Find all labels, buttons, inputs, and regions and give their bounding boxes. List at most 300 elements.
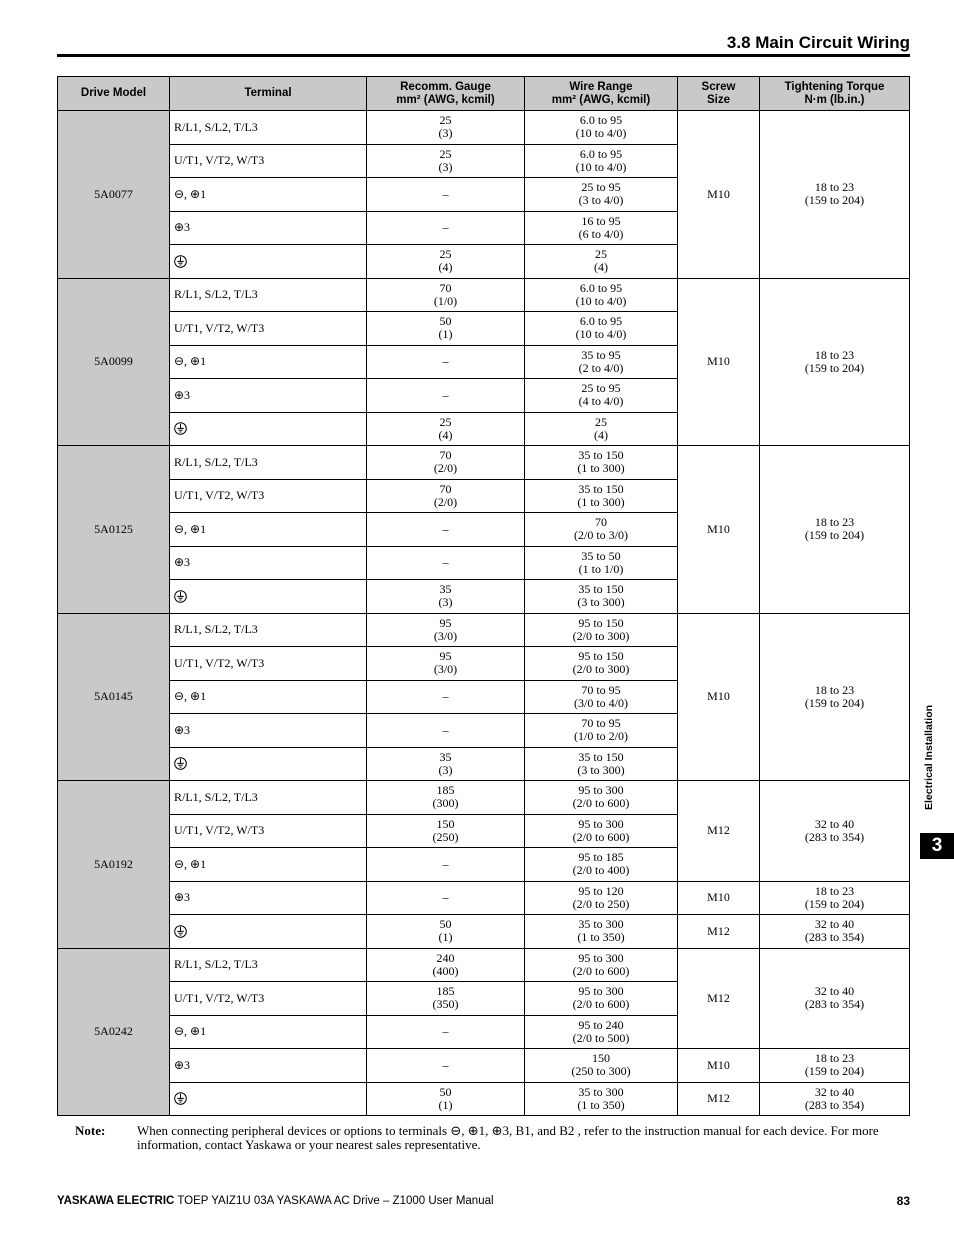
terminal-cell	[170, 1016, 367, 1050]
terminal-label: ⊖, ⊕1	[174, 1024, 207, 1039]
recommended-gauge-cell	[367, 346, 525, 380]
wire-range-value: 70	[595, 515, 607, 530]
wire-range-value: (250 to 300)	[571, 1064, 631, 1079]
column-header-text: Terminal	[244, 87, 292, 99]
terminal-label: R/L1, S/L2, T/L3	[174, 119, 258, 134]
terminal-label: R/L1, S/L2, T/L3	[174, 789, 258, 804]
terminal-cell	[170, 212, 367, 246]
wire-range-cell	[525, 614, 678, 648]
terminal-cell	[170, 346, 367, 380]
gauge-value: (3)	[438, 159, 453, 174]
screw-size-value: M10	[707, 1057, 730, 1072]
wire-range-value: 6.0 to 95	[579, 314, 623, 329]
wire-range-cell	[525, 882, 678, 916]
recommended-gauge-cell	[367, 681, 525, 715]
wire-range-cell	[525, 279, 678, 313]
wire-range-value: (6 to 4/0)	[578, 226, 624, 241]
terminal-cell	[170, 815, 367, 849]
protective-ground-icon	[174, 925, 187, 938]
torque-value: (283 to 354)	[804, 930, 865, 945]
wire-range-value: (2/0 to 600)	[572, 997, 630, 1012]
wire-range-value: 25 to 95	[581, 381, 621, 396]
terminal-cell	[170, 748, 367, 782]
torque-value: (159 to 204)	[804, 896, 865, 911]
terminal-cell	[170, 882, 367, 916]
wire-range-value: 150	[592, 1051, 610, 1066]
wire-range-value: (1 to 350)	[577, 1097, 625, 1112]
recommended-gauge-cell	[367, 245, 525, 279]
gauge-value: 95	[439, 615, 452, 630]
wire-range-value: 35 to 150	[578, 749, 624, 764]
wire-range-value: (2/0 to 500)	[572, 1030, 630, 1045]
screw-size-cell	[678, 1083, 760, 1117]
wire-range-cell	[525, 446, 678, 480]
gauge-value: (4)	[438, 427, 453, 442]
column-header	[760, 77, 910, 111]
gauge-value: (350)	[432, 997, 459, 1012]
wire-range-cell	[525, 513, 678, 547]
column-header-text: mm² (AWG, kcmil)	[551, 93, 651, 106]
wire-range-value: 95 to 150	[578, 649, 624, 664]
torque-value: 18 to 23	[814, 180, 855, 195]
wire-range-value: (10 to 4/0)	[575, 293, 627, 308]
page-number: 83	[896, 1194, 910, 1208]
terminal-cell	[170, 145, 367, 179]
gauge-value: –	[442, 1057, 449, 1072]
wire-range-value: 95 to 120	[578, 883, 624, 898]
column-header-text: N·m (lb.in.)	[804, 93, 865, 106]
wire-range-value: 25	[595, 247, 607, 262]
drive-model-cell	[58, 949, 170, 1117]
tightening-torque-cell	[760, 882, 910, 916]
protective-ground-icon	[174, 255, 187, 268]
column-header	[170, 77, 367, 111]
terminal-cell	[170, 413, 367, 447]
drive-model-cell	[58, 111, 170, 279]
gauge-value: (2/0)	[433, 494, 458, 509]
tightening-torque-cell	[760, 915, 910, 949]
torque-value: 18 to 23	[814, 1051, 855, 1066]
column-header	[58, 77, 170, 111]
terminal-label: R/L1, S/L2, T/L3	[174, 454, 258, 469]
gauge-value: (2/0)	[433, 461, 458, 476]
protective-ground-icon	[174, 757, 187, 770]
recommended-gauge-cell	[367, 379, 525, 413]
wire-range-value: (1/0 to 2/0)	[574, 729, 628, 744]
gauge-value: 25	[439, 247, 452, 262]
wire-range-value: 70 to 95	[581, 682, 621, 697]
screw-size-value: M10	[707, 521, 730, 536]
recommended-gauge-cell	[367, 111, 525, 145]
wire-range-cell	[525, 982, 678, 1016]
tightening-torque-cell	[760, 1049, 910, 1083]
gauge-value: –	[442, 689, 449, 704]
recommended-gauge-cell	[367, 1049, 525, 1083]
gauge-value: 95	[439, 649, 452, 664]
gauge-value: (1)	[438, 930, 453, 945]
torque-value: (159 to 204)	[804, 528, 865, 543]
gauge-value: 35	[439, 582, 452, 597]
tightening-torque-cell	[760, 949, 910, 1050]
wire-range-value: (1 to 1/0)	[578, 561, 624, 576]
recommended-gauge-cell	[367, 748, 525, 782]
gauge-value: 185	[436, 984, 455, 999]
wire-range-cell	[525, 312, 678, 346]
terminal-cell	[170, 580, 367, 614]
wire-range-cell	[525, 848, 678, 882]
main-circuit-wiring-table	[57, 76, 910, 1116]
column-header-text: Drive Model	[80, 87, 147, 99]
wire-range-value: (2/0 to 600)	[572, 963, 630, 978]
recommended-gauge-cell	[367, 480, 525, 514]
gauge-value: 25	[439, 414, 452, 429]
terminal-cell	[170, 513, 367, 547]
wire-range-cell	[525, 647, 678, 681]
terminal-label: ⊕3	[174, 387, 191, 402]
gauge-value: –	[442, 186, 449, 201]
torque-value: 32 to 40	[814, 1084, 855, 1099]
recommended-gauge-cell	[367, 781, 525, 815]
gauge-value: 35	[439, 749, 452, 764]
recommended-gauge-cell	[367, 145, 525, 179]
terminal-cell	[170, 547, 367, 581]
torque-value: (283 to 354)	[804, 829, 865, 844]
terminal-label: ⊕3	[174, 220, 191, 235]
terminal-cell	[170, 714, 367, 748]
gauge-value: –	[442, 521, 449, 536]
gauge-value: 240	[436, 950, 455, 965]
wire-range-value: (10 to 4/0)	[575, 126, 627, 141]
terminal-cell	[170, 982, 367, 1016]
recommended-gauge-cell	[367, 212, 525, 246]
torque-value: (283 to 354)	[804, 997, 865, 1012]
wire-range-value: 6.0 to 95	[579, 146, 623, 161]
tightening-torque-cell	[760, 781, 910, 882]
recommended-gauge-cell	[367, 982, 525, 1016]
wire-range-cell	[525, 379, 678, 413]
wire-range-value: 35 to 300	[578, 917, 624, 932]
wire-range-cell	[525, 915, 678, 949]
wire-range-value: (4 to 4/0)	[578, 394, 624, 409]
terminal-cell	[170, 647, 367, 681]
wire-range-cell	[525, 547, 678, 581]
wire-range-value: (10 to 4/0)	[575, 327, 627, 342]
wire-range-cell	[525, 681, 678, 715]
tightening-torque-cell	[760, 446, 910, 614]
wire-range-value: (2/0 to 3/0)	[574, 528, 628, 543]
gauge-value: 25	[439, 146, 452, 161]
title-rule	[57, 54, 910, 57]
terminal-label: ⊖, ⊕1	[174, 354, 207, 369]
gauge-value: (4)	[438, 260, 453, 275]
wire-range-value: 6.0 to 95	[579, 113, 623, 128]
screw-size-value: M10	[707, 354, 730, 369]
recommended-gauge-cell	[367, 848, 525, 882]
drive-model-label: 5A0099	[94, 354, 133, 369]
note-text: When connecting peripheral devices or options to terminals ⊖, ⊕1, ⊕3, B1, and B2 , refer to the instruction manual for each device. For more information, contact Yaskawa or your nearest sales representative.	[137, 1123, 879, 1152]
terminal-cell	[170, 111, 367, 145]
tightening-torque-cell	[760, 1083, 910, 1117]
wire-range-cell	[525, 781, 678, 815]
terminal-label: ⊕3	[174, 722, 191, 737]
recommended-gauge-cell	[367, 915, 525, 949]
screw-size-value: M10	[707, 186, 730, 201]
gauge-value: (300)	[432, 796, 459, 811]
wire-range-value: 70 to 95	[581, 716, 621, 731]
wire-range-cell	[525, 949, 678, 983]
recommended-gauge-cell	[367, 547, 525, 581]
recommended-gauge-cell	[367, 413, 525, 447]
gauge-value: 50	[439, 314, 452, 329]
wire-range-value: 95 to 300	[578, 816, 624, 831]
gauge-value: (3/0)	[433, 662, 458, 677]
column-header-text: Tightening Torque	[784, 80, 885, 93]
drive-model-cell	[58, 614, 170, 782]
terminal-label: ⊖, ⊕1	[174, 856, 207, 871]
wire-range-value: (2/0 to 300)	[572, 628, 630, 643]
column-header-text: Recomm. Gauge	[400, 80, 491, 93]
screw-size-value: M12	[707, 990, 730, 1005]
gauge-value: –	[442, 387, 449, 402]
gauge-value: –	[442, 1024, 449, 1039]
terminal-label: U/T1, V/T2, W/T3	[174, 320, 265, 335]
drive-model-cell	[58, 446, 170, 614]
wire-range-value: (3 to 300)	[577, 595, 625, 610]
wire-range-value: 95 to 150	[578, 615, 624, 630]
screw-size-cell	[678, 279, 760, 447]
terminal-label: ⊖, ⊕1	[174, 689, 207, 704]
torque-value: 18 to 23	[814, 515, 855, 530]
gauge-value: –	[442, 555, 449, 570]
terminal-label: R/L1, S/L2, T/L3	[174, 622, 258, 637]
wire-range-value: (2/0 to 300)	[572, 662, 630, 677]
wire-range-value: (2/0 to 400)	[572, 863, 630, 878]
wire-range-value: 16 to 95	[581, 213, 621, 228]
wire-range-cell	[525, 1049, 678, 1083]
gauge-value: –	[442, 890, 449, 905]
screw-size-value: M10	[707, 689, 730, 704]
column-header-text: mm² (AWG, kcmil)	[396, 93, 495, 106]
section-title: 3.8 Main Circuit Wiring	[726, 33, 910, 52]
terminal-cell	[170, 949, 367, 983]
wire-range-value: (1 to 300)	[577, 494, 625, 509]
terminal-label: R/L1, S/L2, T/L3	[174, 957, 258, 972]
wire-range-cell	[525, 245, 678, 279]
screw-size-value: M12	[707, 923, 730, 938]
footer-document-title: TOEP YAIZ1U 03A YASKAWA AC Drive – Z1000 User Manual	[177, 1195, 494, 1207]
terminal-cell	[170, 848, 367, 882]
tightening-torque-cell	[760, 111, 910, 279]
wire-range-value: (4)	[594, 427, 608, 442]
gauge-value: (1)	[438, 327, 453, 342]
footer	[57, 1194, 494, 1208]
wire-range-value: (1 to 300)	[577, 461, 625, 476]
terminal-label: ⊖, ⊕1	[174, 186, 207, 201]
wire-range-value: 95 to 185	[578, 850, 624, 865]
torque-value: (159 to 204)	[804, 360, 865, 375]
note-label: Note:	[75, 1123, 106, 1138]
column-header-text: Wire Range	[569, 80, 633, 93]
gauge-value: 50	[439, 1084, 452, 1099]
terminal-cell	[170, 614, 367, 648]
torque-value: 32 to 40	[814, 984, 855, 999]
recommended-gauge-cell	[367, 815, 525, 849]
gauge-value: 25	[439, 113, 452, 128]
terminal-cell	[170, 245, 367, 279]
gauge-value: (1)	[438, 1097, 453, 1112]
column-header-text: Size	[706, 93, 730, 106]
drive-model-cell	[58, 279, 170, 447]
terminal-cell	[170, 681, 367, 715]
screw-size-cell	[678, 1049, 760, 1083]
terminal-cell	[170, 480, 367, 514]
torque-value: 18 to 23	[814, 347, 855, 362]
wire-range-value: 35 to 150	[578, 481, 624, 496]
terminal-label: U/T1, V/T2, W/T3	[174, 488, 265, 503]
terminal-cell	[170, 446, 367, 480]
wire-range-value: (3/0 to 4/0)	[574, 695, 628, 710]
recommended-gauge-cell	[367, 178, 525, 212]
wire-range-cell	[525, 480, 678, 514]
screw-size-cell	[678, 949, 760, 1050]
column-header	[678, 77, 760, 111]
terminal-cell	[170, 781, 367, 815]
recommended-gauge-cell	[367, 279, 525, 313]
screw-size-value: M12	[707, 823, 730, 838]
gauge-value: (3)	[438, 762, 453, 777]
terminal-cell	[170, 379, 367, 413]
terminal-cell	[170, 1049, 367, 1083]
recommended-gauge-cell	[367, 647, 525, 681]
gauge-value: 50	[439, 917, 452, 932]
wire-range-value: 25	[595, 414, 607, 429]
gauge-value: –	[442, 354, 449, 369]
wire-range-value: (4)	[594, 260, 608, 275]
recommended-gauge-cell	[367, 714, 525, 748]
wire-range-value: 95 to 240	[578, 1017, 624, 1032]
torque-value: (159 to 204)	[804, 695, 865, 710]
terminal-cell	[170, 915, 367, 949]
torque-value: 18 to 23	[814, 883, 855, 898]
wire-range-value: 95 to 300	[578, 783, 624, 798]
terminal-label: U/T1, V/T2, W/T3	[174, 153, 265, 168]
wire-range-cell	[525, 748, 678, 782]
column-header	[525, 77, 678, 111]
wire-range-cell	[525, 178, 678, 212]
wire-range-cell	[525, 714, 678, 748]
gauge-value: (3/0)	[433, 628, 458, 643]
wire-range-cell	[525, 413, 678, 447]
gauge-value: (1/0)	[433, 293, 458, 308]
drive-model-label: 5A0242	[94, 1024, 133, 1039]
column-header	[367, 77, 525, 111]
gauge-value: (3)	[438, 595, 453, 610]
terminal-label: ⊖, ⊕1	[174, 521, 207, 536]
column-header-text: Screw	[701, 80, 736, 93]
wire-range-value: 6.0 to 95	[579, 280, 623, 295]
recommended-gauge-cell	[367, 949, 525, 983]
terminal-cell	[170, 279, 367, 313]
wire-range-cell	[525, 1016, 678, 1050]
recommended-gauge-cell	[367, 882, 525, 916]
recommended-gauge-cell	[367, 446, 525, 480]
recommended-gauge-cell	[367, 1016, 525, 1050]
wire-range-value: 35 to 150	[578, 582, 624, 597]
gauge-value: 70	[439, 448, 452, 463]
wire-range-cell	[525, 346, 678, 380]
wire-range-value: (10 to 4/0)	[575, 159, 627, 174]
wire-range-value: (2/0 to 600)	[572, 796, 630, 811]
gauge-value: –	[442, 856, 449, 871]
chapter-side-label: Electrical Installation	[923, 704, 935, 810]
terminal-label: ⊕3	[174, 1057, 191, 1072]
protective-ground-icon	[174, 1092, 187, 1105]
wire-range-value: 35 to 150	[578, 448, 624, 463]
terminal-label: R/L1, S/L2, T/L3	[174, 287, 258, 302]
terminal-label: ⊕3	[174, 890, 191, 905]
screw-size-value: M10	[707, 890, 730, 905]
wire-range-value: 25 to 95	[581, 180, 621, 195]
screw-size-value: M12	[707, 1091, 730, 1106]
terminal-cell	[170, 312, 367, 346]
wire-range-value: 35 to 50	[581, 548, 621, 563]
gauge-value: 185	[436, 783, 455, 798]
wire-range-value: (3 to 4/0)	[578, 193, 624, 208]
drive-model-label: 5A0125	[94, 521, 133, 536]
wire-range-cell	[525, 145, 678, 179]
recommended-gauge-cell	[367, 580, 525, 614]
wire-range-value: (1 to 350)	[577, 930, 625, 945]
recommended-gauge-cell	[367, 614, 525, 648]
wire-range-value: 35 to 95	[581, 347, 621, 362]
protective-ground-icon	[174, 422, 187, 435]
wire-range-value: 95 to 300	[578, 950, 624, 965]
wire-range-value: (2/0 to 250)	[572, 896, 630, 911]
screw-size-cell	[678, 915, 760, 949]
terminal-cell	[170, 178, 367, 212]
terminal-label: U/T1, V/T2, W/T3	[174, 990, 265, 1005]
screw-size-cell	[678, 446, 760, 614]
wire-range-value: 95 to 300	[578, 984, 624, 999]
terminal-label: U/T1, V/T2, W/T3	[174, 823, 265, 838]
recommended-gauge-cell	[367, 513, 525, 547]
tightening-torque-cell	[760, 279, 910, 447]
drive-model-label: 5A0077	[94, 186, 133, 201]
wire-range-value: 35 to 300	[578, 1084, 624, 1099]
recommended-gauge-cell	[367, 312, 525, 346]
gauge-value: 70	[439, 280, 452, 295]
drive-model-label: 5A0145	[94, 689, 133, 704]
wire-range-value: (2 to 4/0)	[578, 360, 624, 375]
gauge-value: –	[442, 722, 449, 737]
torque-value: 18 to 23	[814, 682, 855, 697]
screw-size-cell	[678, 111, 760, 279]
terminal-cell	[170, 1083, 367, 1117]
wire-range-cell	[525, 212, 678, 246]
gauge-value: (400)	[432, 963, 459, 978]
drive-model-cell	[58, 781, 170, 949]
chapter-number-tab: 3	[920, 833, 954, 859]
drive-model-label: 5A0192	[94, 856, 133, 871]
gauge-value: 150	[436, 816, 455, 831]
wire-range-cell	[525, 111, 678, 145]
gauge-value: 70	[439, 481, 452, 496]
torque-value: 32 to 40	[814, 917, 855, 932]
torque-value: (159 to 204)	[804, 1064, 865, 1079]
screw-size-cell	[678, 882, 760, 916]
torque-value: 32 to 40	[814, 816, 855, 831]
terminal-label: U/T1, V/T2, W/T3	[174, 655, 265, 670]
